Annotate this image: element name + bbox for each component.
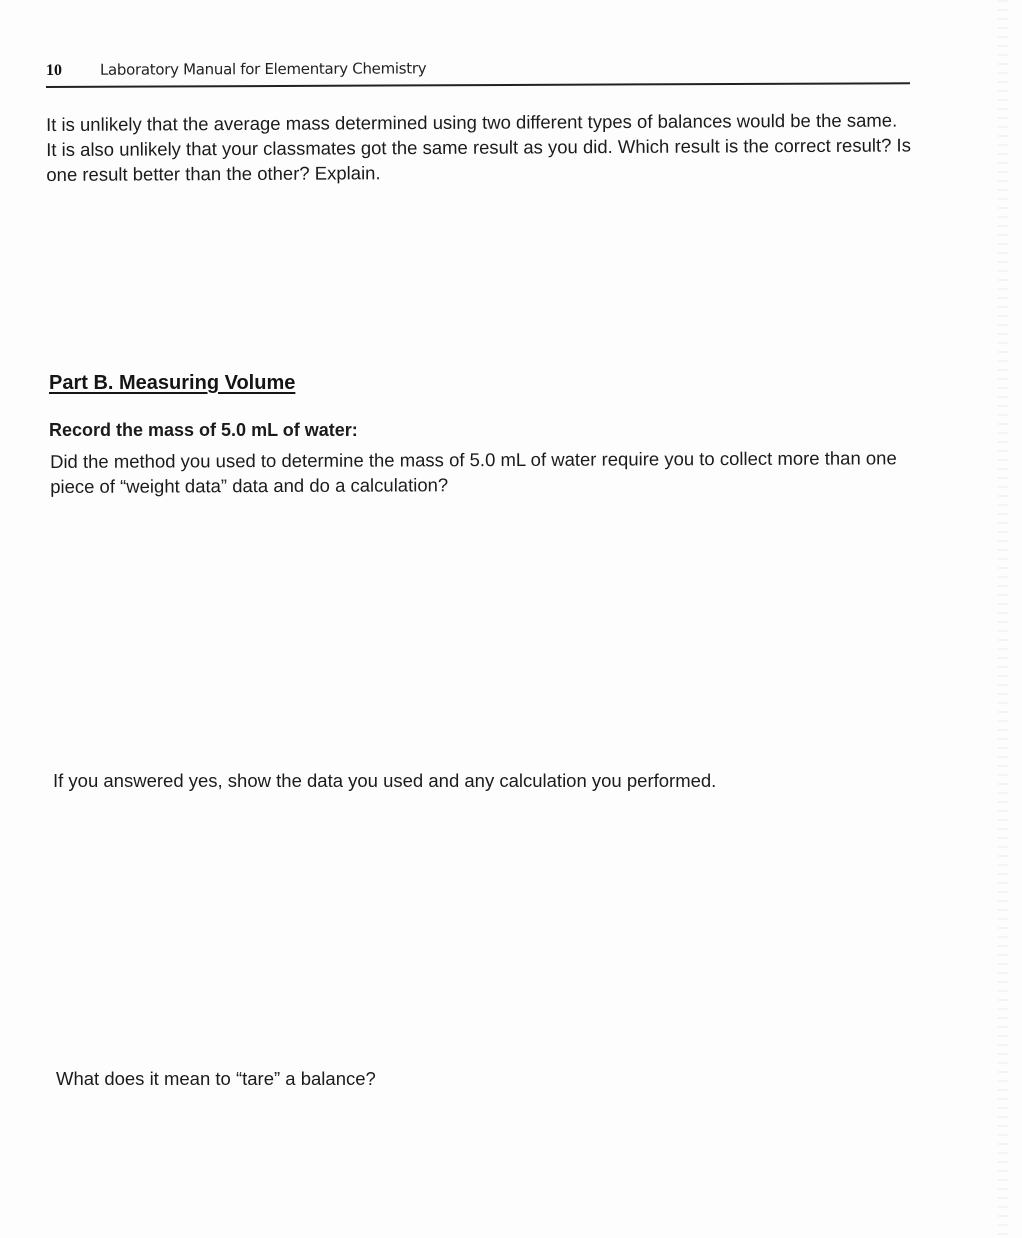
scan-edge-artifact [998,0,1008,1238]
intro-question: It is unlikely that the average mass determined using two different types of balances would be the same. It is also unlikely that your classmates got the same result as you did. Which result is the correct result? Is one result better than the other? Explain. [46,109,911,185]
part-b-heading: Part B. Measuring Volume [49,372,296,394]
tare-question: What does it mean to “tare” a balance? [56,1068,376,1089]
method-question: Did the method you used to determine the mass of 5.0 mL of water require you to collect more than one piece of “weight data” data and do a calculation? [50,447,897,497]
page-number: 10 [45,61,62,80]
record-mass-label: Record the mass of 5.0 mL of water: [49,420,358,440]
page-header [46,54,910,88]
running-title: Laboratory Manual for Elementary Chemistry [99,59,427,79]
yes-instruction: If you answered yes, show the data you used and any calculation you performed. [53,770,717,791]
